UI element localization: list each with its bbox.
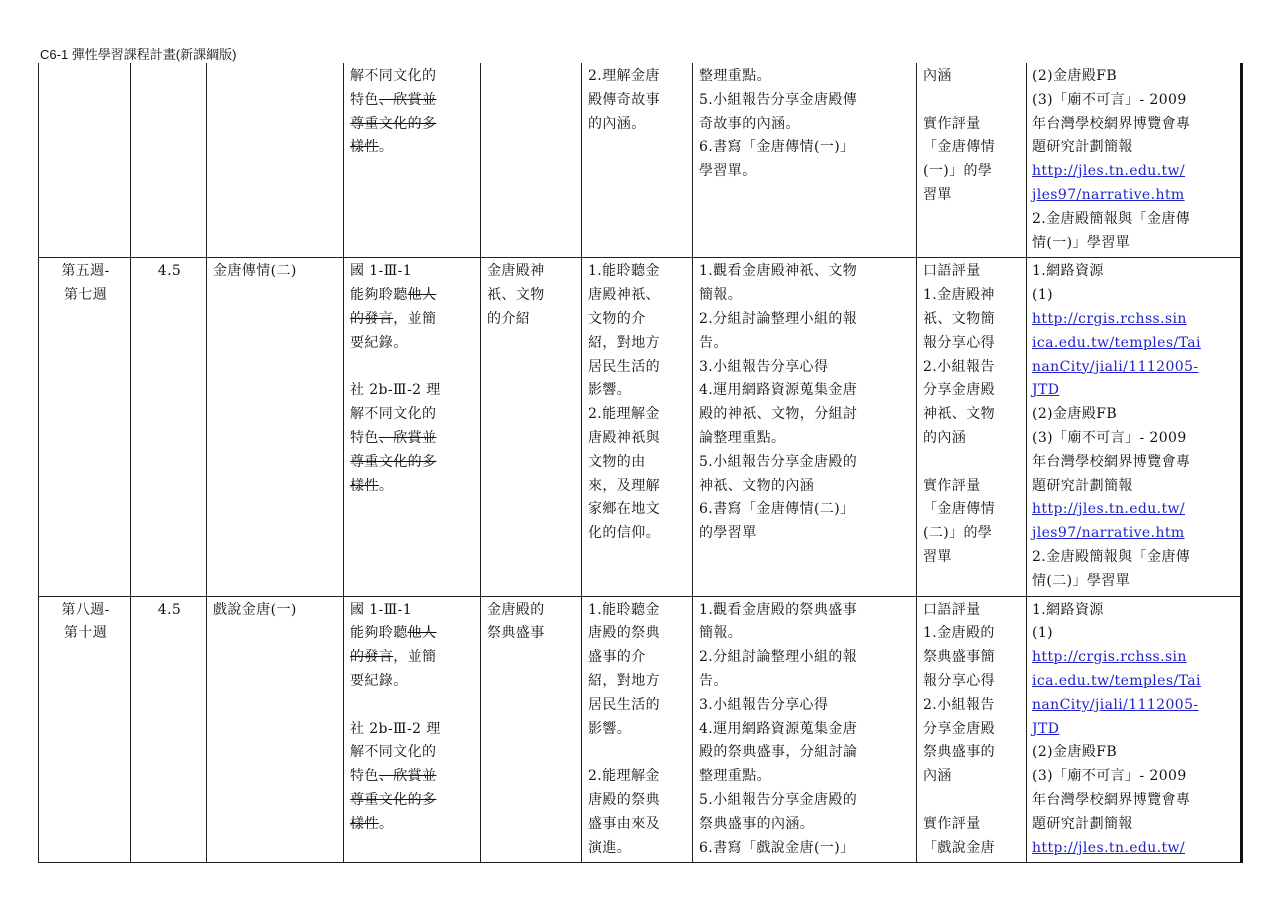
goal-line: 演進。 [588, 839, 632, 856]
indicator-line: 要紀錄。 [350, 334, 408, 351]
assessment-line: 2.小組報告 [923, 696, 995, 713]
resource-link[interactable]: jles97/narrative.htm [1032, 525, 1185, 542]
activity-line: 殿的神祇、文物，分組討 [699, 406, 858, 423]
resource-line: 年台灣學校網界博覽會專 [1032, 453, 1191, 470]
activity-line: 1.觀看金唐殿神祇、文物 [699, 263, 858, 280]
activity-line: 學習單。 [699, 163, 757, 180]
activity-line: 論整理重點。 [699, 429, 786, 446]
goal-line: 唐殿神祇與 [588, 429, 660, 446]
indicator-line [350, 694, 476, 718]
indicator-line [350, 113, 476, 137]
indicator-cell [344, 596, 481, 863]
activity-line: 1.觀看金唐殿的祭典盛事 [699, 601, 858, 618]
resource-line: (1) [1032, 625, 1054, 642]
goal-line: 唐殿的祭典 [588, 791, 660, 808]
activity-line: 簡報。 [699, 287, 743, 304]
resources-cell [1027, 596, 1242, 863]
resource-link[interactable]: nanCity/jiali/1112005- [1032, 358, 1199, 375]
hours-cell [131, 63, 207, 258]
assessment-line: 「戲說金唐 [923, 839, 995, 856]
goal-line: 文物的介 [588, 310, 646, 327]
indicator-line [350, 789, 476, 813]
goals-cell [582, 63, 693, 258]
indicator-line: 解不同文化的 [350, 744, 437, 761]
resource-line: 2.金唐殿簡報與「金唐傳 [1032, 210, 1191, 227]
activity-line: 3.小組報告分享心得 [699, 358, 829, 375]
week-label: 第五週- [61, 263, 110, 280]
struck-text: 尊重文化的多 [350, 791, 437, 808]
assessment-line: 「金唐傳情 [923, 139, 995, 156]
activity-line: 4.運用網路資源蒐集金唐 [699, 720, 858, 737]
goal-line: 居民生活的 [588, 696, 660, 713]
struck-text: 樣性 [350, 139, 379, 156]
indicator-line: 要紀錄。 [350, 672, 408, 689]
goal-line: 紹，對地方 [588, 334, 660, 351]
assessment-line: 分享金唐殿 [923, 720, 995, 737]
resource-line [1032, 522, 1237, 546]
assessment-line: 祇、文物簡 [923, 310, 995, 327]
goal-line: 紹，對地方 [588, 672, 660, 689]
resource-line [1032, 160, 1237, 184]
activity-line: 4.運用網路資源蒐集金唐 [699, 382, 858, 399]
assessment-line: 實作評量 [923, 477, 981, 494]
resource-line [1032, 379, 1237, 403]
resource-line [1032, 184, 1237, 208]
assessment-cell [917, 596, 1027, 863]
goal-line: 1.能聆聽金 [588, 601, 660, 618]
indicator-line: 社 2b-Ⅲ-2 理 [350, 382, 441, 399]
assessment-line: 習單 [923, 186, 952, 203]
indicator-line: 解不同文化的 [350, 68, 437, 84]
indicator-line: 樣性。 [350, 815, 394, 832]
resource-link[interactable]: http://jles.tn.edu.tw/ [1032, 501, 1186, 518]
resource-line [1032, 670, 1237, 694]
indicator-line: 特色、欣賞並 [350, 91, 437, 108]
resource-line: (3)「廟不可言」- 2009 [1032, 768, 1187, 785]
week-label: 第八週- [61, 601, 110, 618]
topic-line: 金唐殿的 [487, 601, 545, 618]
assessment-line [923, 89, 1022, 113]
activity-line: 神祇、文物的內涵 [699, 477, 815, 494]
assessment-line: 1.金唐殿神 [923, 287, 995, 304]
goal-line: 文物的由 [588, 453, 646, 470]
assessment-line: (二)」的學 [923, 525, 993, 542]
resource-line [1032, 837, 1237, 861]
indicator-line: 社 2b-Ⅲ-2 理 [350, 720, 441, 737]
goal-line: 居民生活的 [588, 358, 660, 375]
activities-cell [693, 63, 917, 258]
assessment-line: 內涵 [923, 768, 952, 785]
indicator-cell [344, 63, 481, 258]
unit-cell [207, 258, 344, 596]
table-row [39, 596, 1242, 863]
hours-cell [131, 596, 207, 863]
indicator-line: 樣性。 [350, 139, 394, 156]
indicator-line: 國 1-Ⅲ-1 [350, 263, 413, 280]
topic-cell [481, 596, 582, 863]
goal-line: 影響。 [588, 382, 632, 399]
goal-line: 的內涵。 [588, 115, 646, 132]
activity-line: 奇故事的內涵。 [699, 115, 800, 132]
resource-line: 2.金唐殿簡報與「金唐傳 [1032, 548, 1191, 565]
activity-line: 5.小組報告分享金唐殿傳 [699, 91, 858, 108]
resource-link[interactable]: JTD [1032, 382, 1060, 399]
assessment-cell [917, 258, 1027, 596]
resource-link[interactable]: http://jles.tn.edu.tw/ [1032, 163, 1186, 180]
activity-line: 的學習單 [699, 525, 757, 542]
indicator-line: 的發言，並簡 [350, 310, 437, 327]
activity-line: 6.書寫「金唐傳情(一)」 [699, 139, 855, 156]
activity-line: 2.分組討論整理小組的報 [699, 649, 858, 666]
indicator-line: 國 1-Ⅲ-1 [350, 601, 413, 618]
struck-text: 他人 [407, 287, 437, 304]
goal-line: 來，及理解 [588, 477, 660, 494]
assessment-line: (一)」的學 [923, 163, 993, 180]
week-label: 第十週 [63, 625, 108, 642]
resource-line: 情(二)」學習單 [1032, 572, 1131, 589]
activity-line: 5.小組報告分享金唐殿的 [699, 453, 858, 470]
indicator-line: 特色、欣賞並 [350, 768, 437, 785]
table-row [39, 63, 1242, 258]
activities-cell [693, 596, 917, 863]
activity-line: 整理重點。 [699, 68, 771, 84]
resource-link[interactable]: ica.edu.tw/temples/Tai [1032, 334, 1201, 351]
topic-cell [481, 258, 582, 596]
resource-line [1032, 718, 1237, 742]
indicator-line: 特色、欣賞並 [350, 429, 437, 446]
assessment-line: 祭典盛事的 [923, 744, 995, 761]
resource-line [1032, 646, 1237, 670]
document-header: C6-1 彈性學習課程計畫(新課綱版) [40, 47, 237, 62]
assessment-line: 分享金唐殿 [923, 382, 995, 399]
resource-line: (2)金唐殿FB [1032, 744, 1118, 761]
activity-line: 3.小組報告分享心得 [699, 696, 829, 713]
indicator-line [350, 451, 476, 475]
goals-cell [582, 596, 693, 863]
struck-text: 樣性 [350, 815, 379, 832]
resource-line: (2)金唐殿FB [1032, 406, 1118, 423]
resources-cell [1027, 63, 1242, 258]
week-cell [39, 596, 131, 863]
activity-line: 整理重點。 [699, 768, 771, 785]
indicator-line: 樣性。 [350, 477, 394, 494]
resource-line [1032, 332, 1237, 356]
indicator-line: 的發言，並簡 [350, 649, 437, 666]
assessment-line: 報分享心得 [923, 672, 995, 689]
resource-line: (3)「廟不可言」- 2009 [1032, 91, 1187, 108]
resource-line: (1) [1032, 287, 1054, 304]
assessment-line: 口語評量 [923, 263, 981, 280]
assessment-line: 「金唐傳情 [923, 501, 995, 518]
assessment-line: 內涵 [923, 68, 952, 84]
activity-line: 告。 [699, 672, 728, 689]
indicator-cell [344, 258, 481, 596]
struck-text: 尊重文化的多 [350, 115, 437, 132]
goal-line: 化的信仰。 [588, 525, 660, 542]
indicator-line: 能夠聆聽他人 [350, 287, 437, 304]
struck-text: 的發言 [350, 310, 394, 327]
struck-text: 、欣賞並 [378, 429, 437, 446]
unit-name: 金唐傳情(二) [213, 263, 297, 280]
goal-line [588, 741, 688, 765]
assessment-cell [917, 63, 1027, 258]
assessment-line [923, 789, 1022, 813]
resource-line: 年台灣學校網界博覽會專 [1032, 115, 1191, 132]
activity-line: 簡報。 [699, 625, 743, 642]
resource-line: (2)金唐殿FB [1032, 68, 1118, 84]
resource-link[interactable]: http://crgis.rchss.sin [1032, 649, 1187, 666]
assessment-line: 的內涵 [923, 429, 967, 446]
resource-link[interactable]: nanCity/jiali/1112005- [1032, 696, 1199, 713]
resource-link[interactable]: ica.edu.tw/temples/Tai [1032, 672, 1201, 689]
goal-line: 2.能理解金 [588, 768, 660, 785]
table-row [39, 258, 1242, 596]
resource-link[interactable]: http://crgis.rchss.sin [1032, 310, 1187, 327]
assessment-line: 實作評量 [923, 115, 981, 132]
goal-line: 2.能理解金 [588, 406, 660, 423]
struck-text: 他人 [407, 625, 437, 642]
assessment-line: 口語評量 [923, 601, 981, 618]
goal-line: 家鄉在地文 [588, 501, 660, 518]
activity-line: 2.分組討論整理小組的報 [699, 310, 858, 327]
struck-text: 、欣賞並 [378, 768, 437, 785]
unit-cell [207, 63, 344, 258]
course-plan-table [38, 63, 1243, 863]
goal-line: 盛事的介 [588, 649, 646, 666]
assessment-line: 實作評量 [923, 815, 981, 832]
activity-line: 告。 [699, 334, 728, 351]
assessment-line: 習單 [923, 548, 952, 565]
resource-line: 1.網路資源 [1032, 601, 1104, 618]
topic-line: 金唐殿神 [487, 263, 545, 280]
activity-line: 6.書寫「戲說金唐(一)」 [699, 839, 855, 856]
week-label: 第七週 [63, 287, 108, 304]
resource-line [1032, 356, 1237, 380]
assessment-line: 2.小組報告 [923, 358, 995, 375]
week-cell [39, 63, 131, 258]
goal-line: 唐殿的祭典 [588, 625, 660, 642]
unit-name: 戲說金唐(一) [213, 601, 297, 618]
goals-cell [582, 258, 693, 596]
goal-line: 影響。 [588, 720, 632, 737]
assessment-line: 祭典盛事簡 [923, 649, 995, 666]
struck-text: 、欣賞並 [378, 91, 437, 108]
week-cell [39, 258, 131, 596]
struck-text: 尊重文化的多 [350, 453, 437, 470]
topic-line: 的介紹 [487, 310, 531, 327]
resource-line: 年台灣學校網界博覽會專 [1032, 791, 1191, 808]
assessment-line: 報分享心得 [923, 334, 995, 351]
activity-line: 祭典盛事的內涵。 [699, 815, 815, 832]
resource-line: 題研究計劃簡報 [1032, 477, 1133, 494]
hours-cell [131, 258, 207, 596]
activity-line: 6.書寫「金唐傳情(二)」 [699, 501, 855, 518]
unit-cell [207, 596, 344, 863]
resource-line: 1.網路資源 [1032, 263, 1104, 280]
indicator-line: 能夠聆聽他人 [350, 625, 437, 642]
resource-link[interactable]: jles97/narrative.htm [1032, 186, 1185, 203]
topic-line: 祇、文物 [487, 287, 545, 304]
goal-line: 2.理解金唐 [588, 68, 660, 84]
hours-value: 4.5 [157, 263, 182, 280]
resource-line: 情(一)」學習單 [1032, 234, 1131, 251]
hours-value: 4.5 [157, 601, 182, 618]
struck-text: 樣性 [350, 477, 379, 494]
indicator-line [350, 356, 476, 380]
activities-cell [693, 258, 917, 596]
resource-line [1032, 498, 1237, 522]
resources-cell [1027, 258, 1242, 596]
resource-line: 題研究計劃簡報 [1032, 139, 1133, 156]
resource-link[interactable]: JTD [1032, 720, 1060, 737]
resource-link[interactable]: http://jles.tn.edu.tw/ [1032, 839, 1186, 856]
indicator-line: 解不同文化的 [350, 406, 437, 423]
activity-line: 殿的祭典盛事，分組討論 [699, 744, 858, 761]
topic-line: 祭典盛事 [487, 625, 545, 642]
resource-line [1032, 694, 1237, 718]
assessment-line: 1.金唐殿的 [923, 625, 995, 642]
goal-line: 唐殿神祇、 [588, 287, 660, 304]
activity-line: 5.小組報告分享金唐殿的 [699, 791, 858, 808]
resource-line: 題研究計劃簡報 [1032, 815, 1133, 832]
assessment-line: 神祇、文物 [923, 406, 995, 423]
resource-line: (3)「廟不可言」- 2009 [1032, 429, 1187, 446]
goal-line: 1.能聆聽金 [588, 263, 660, 280]
resource-line [1032, 308, 1237, 332]
goal-line: 盛事由來及 [588, 815, 660, 832]
goal-line: 殿傳奇故事 [588, 91, 660, 108]
assessment-line [923, 451, 1022, 475]
topic-cell [481, 63, 582, 258]
struck-text: 的發言 [350, 649, 394, 666]
